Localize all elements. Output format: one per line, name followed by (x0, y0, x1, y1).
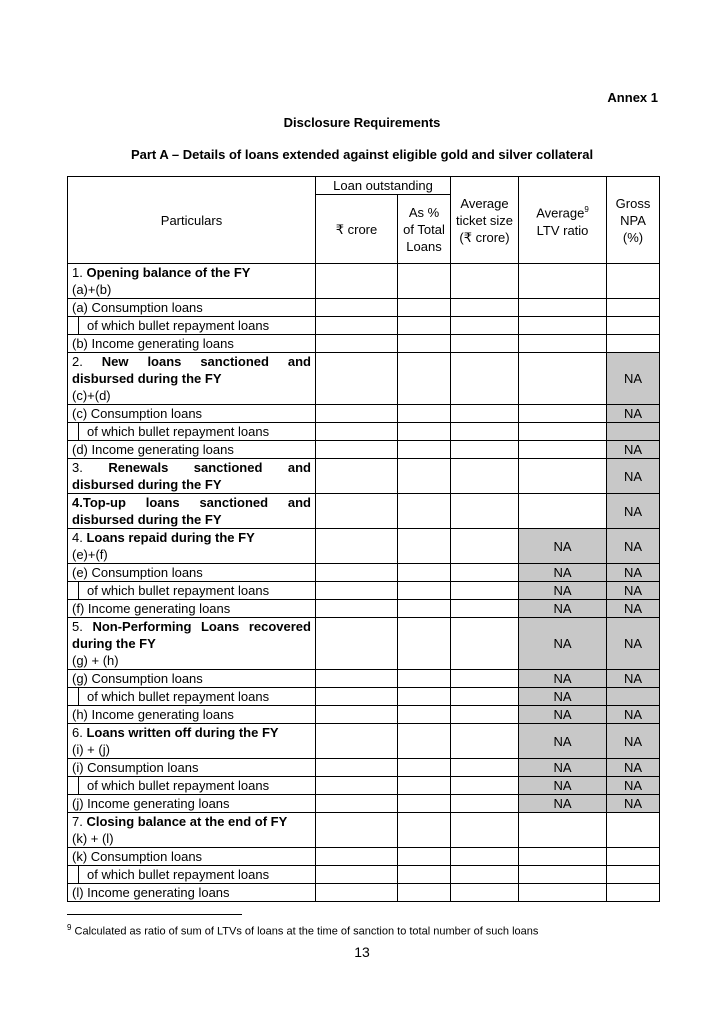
header-loan-outstanding: Loan outstanding (316, 177, 451, 195)
table-cell (316, 866, 398, 884)
table-cell (451, 264, 519, 299)
na-cell: NA (607, 494, 660, 529)
header-gross-npa: Gross NPA (%) (607, 177, 660, 264)
table-cell (398, 618, 451, 670)
table-cell (451, 759, 519, 777)
table-cell (519, 299, 607, 317)
table-cell (398, 884, 451, 902)
table-cell (607, 264, 660, 299)
table-cell (451, 529, 519, 564)
na-cell: NA (607, 795, 660, 813)
table-row (68, 848, 660, 866)
table-cell (451, 777, 519, 795)
table-cell (316, 600, 398, 618)
table-cell (316, 405, 398, 423)
table-cell (398, 777, 451, 795)
header-avg-ticket: Average ticket size (₹ crore) (451, 177, 519, 264)
na-cell: NA (607, 759, 660, 777)
table-cell (316, 706, 398, 724)
table-cell (607, 813, 660, 848)
table-cell (451, 459, 519, 494)
table-cell (607, 317, 660, 335)
table-cell (519, 441, 607, 459)
na-cell: NA (607, 706, 660, 724)
table-cell (316, 884, 398, 902)
table-cell (316, 299, 398, 317)
table-cell (398, 848, 451, 866)
na-cell: NA (519, 795, 607, 813)
table-row (68, 866, 660, 884)
header-row-1 (68, 177, 660, 195)
table-row (68, 618, 660, 670)
table-cell (398, 459, 451, 494)
table-cell (451, 848, 519, 866)
table-cell (451, 600, 519, 618)
table-row (68, 706, 660, 724)
table-cell (607, 866, 660, 884)
table-cell (316, 582, 398, 600)
table-row (68, 353, 660, 405)
table-cell (451, 688, 519, 706)
table-cell: 4.Top-up loans sanctioned and disbursed during the FY (68, 494, 316, 529)
table-cell: 7. Closing balance at the end of FY (k) + (l) (68, 813, 316, 848)
table-row (68, 494, 660, 529)
table-cell (398, 688, 451, 706)
na-cell: NA (607, 618, 660, 670)
na-cell: NA (519, 777, 607, 795)
table-cell (316, 670, 398, 688)
table-cell: 2. New loans sanctioned and disbursed during the FY (c)+(d) (68, 353, 316, 405)
na-cell: NA (519, 564, 607, 582)
table-cell (519, 353, 607, 405)
table-cell: 3. Renewals sanctioned and disbursed during the FY (68, 459, 316, 494)
table-cell (398, 423, 451, 441)
table-row (68, 759, 660, 777)
table-row (68, 813, 660, 848)
table-cell (451, 795, 519, 813)
table-cell (519, 848, 607, 866)
table-cell (398, 529, 451, 564)
table-row (68, 600, 660, 618)
table-cell (316, 423, 398, 441)
table-row (68, 317, 660, 335)
table-cell (398, 353, 451, 405)
table-cell (398, 494, 451, 529)
table-row (68, 459, 660, 494)
table-row (68, 335, 660, 353)
table-cell (398, 564, 451, 582)
table-cell: of which bullet repayment loans (68, 866, 316, 884)
table-cell (451, 884, 519, 902)
table-row (68, 405, 660, 423)
na-cell: NA (607, 564, 660, 582)
table-cell (607, 335, 660, 353)
table-cell (398, 299, 451, 317)
na-cell: NA (519, 706, 607, 724)
table-cell (451, 405, 519, 423)
table-cell (316, 813, 398, 848)
table-cell (316, 564, 398, 582)
na-cell: NA (519, 759, 607, 777)
table-cell: of which bullet repayment loans (68, 777, 316, 795)
table-cell (316, 795, 398, 813)
footnote-divider (67, 914, 242, 915)
table-cell: 1. Opening balance of the FY (a)+(b) (68, 264, 316, 299)
table-cell (519, 459, 607, 494)
table-cell (451, 706, 519, 724)
na-cell: NA (519, 618, 607, 670)
table-cell (316, 759, 398, 777)
table-cell (519, 405, 607, 423)
page-number: 13 (354, 944, 370, 960)
table-cell (451, 564, 519, 582)
table-cell (316, 688, 398, 706)
table-cell: (l) Income generating loans (68, 884, 316, 902)
table-cell (451, 618, 519, 670)
table-cell (451, 423, 519, 441)
table-row (68, 423, 660, 441)
na-cell: NA (519, 670, 607, 688)
header-particulars: Particulars (68, 177, 316, 264)
table-cell: (i) Consumption loans (68, 759, 316, 777)
table-cell: of which bullet repayment loans (68, 423, 316, 441)
na-cell: NA (607, 724, 660, 759)
table-row (68, 795, 660, 813)
header-pct-total: As % of Total Loans (398, 195, 451, 264)
table-cell (451, 299, 519, 317)
table-cell (398, 317, 451, 335)
table-cell: of which bullet repayment loans (68, 317, 316, 335)
header-avg-ltv: Average$^9$ LTV ratio (519, 177, 607, 264)
na-cell: NA (607, 582, 660, 600)
table-cell (398, 441, 451, 459)
table-cell (398, 866, 451, 884)
table-cell: (a) Consumption loans (68, 299, 316, 317)
table-cell (316, 441, 398, 459)
table-cell: (j) Income generating loans (68, 795, 316, 813)
table-cell: (e) Consumption loans (68, 564, 316, 582)
table-cell: of which bullet repayment loans (68, 688, 316, 706)
table-cell: (f) Income generating loans (68, 600, 316, 618)
table-cell (316, 317, 398, 335)
na-cell: NA (519, 724, 607, 759)
table-cell (316, 335, 398, 353)
na-cell: NA (519, 582, 607, 600)
na-cell: NA (607, 529, 660, 564)
disclosure-table (67, 176, 660, 902)
table-cell: (c) Consumption loans (68, 405, 316, 423)
na-cell: NA (607, 459, 660, 494)
table-cell (519, 335, 607, 353)
table-cell (519, 813, 607, 848)
table-cell: (d) Income generating loans (68, 441, 316, 459)
na-cell: NA (607, 777, 660, 795)
table-cell: (k) Consumption loans (68, 848, 316, 866)
table-cell (398, 264, 451, 299)
table-cell: (h) Income generating loans (68, 706, 316, 724)
table-row (68, 777, 660, 795)
na-cell: NA (607, 670, 660, 688)
table-cell (519, 884, 607, 902)
table-cell: 6. Loans written off during the FY (i) + (j) (68, 724, 316, 759)
table-cell (398, 670, 451, 688)
table-cell (451, 317, 519, 335)
table-row (68, 529, 660, 564)
na-cell: NA (607, 441, 660, 459)
table-cell (316, 848, 398, 866)
table-cell (519, 866, 607, 884)
table-cell (451, 494, 519, 529)
table-cell (398, 795, 451, 813)
table-cell (607, 299, 660, 317)
table-cell (398, 706, 451, 724)
table-cell (519, 423, 607, 441)
table-cell (398, 405, 451, 423)
na-cell: NA (519, 688, 607, 706)
table-cell (607, 848, 660, 866)
table-row (68, 688, 660, 706)
table-cell (316, 777, 398, 795)
table-cell (519, 317, 607, 335)
na-cell: NA (519, 529, 607, 564)
table-cell: 5. Non-Performing Loans recovered during the FY (g) + (h) (68, 618, 316, 670)
table-row (68, 441, 660, 459)
na-cell: NA (519, 600, 607, 618)
table-cell (316, 618, 398, 670)
table-cell (316, 529, 398, 564)
table-cell: (g) Consumption loans (68, 670, 316, 688)
table-cell (316, 494, 398, 529)
table-cell (451, 813, 519, 848)
table-cell (451, 335, 519, 353)
table-cell (316, 724, 398, 759)
table-cell (519, 494, 607, 529)
table-cell (398, 813, 451, 848)
table-cell (398, 335, 451, 353)
table-cell (316, 264, 398, 299)
table-cell (451, 724, 519, 759)
table-cell (451, 441, 519, 459)
table-row (68, 582, 660, 600)
table-cell (519, 264, 607, 299)
table-cell (451, 582, 519, 600)
table-row (68, 724, 660, 759)
table-cell (398, 724, 451, 759)
page-title: Disclosure Requirements (283, 115, 441, 130)
page-subtitle: Part A – Details of loans extended against eligible gold and silver collateral (130, 147, 594, 162)
table-cell (607, 688, 660, 706)
na-cell: NA (607, 405, 660, 423)
table-row (68, 299, 660, 317)
table-cell (451, 866, 519, 884)
header-crore: ₹ crore (316, 195, 398, 264)
table-row (68, 670, 660, 688)
table-cell (316, 353, 398, 405)
table-cell (451, 353, 519, 405)
table-row (68, 884, 660, 902)
table-cell (398, 600, 451, 618)
annex-label: Annex 1 (607, 90, 658, 105)
table-cell (451, 670, 519, 688)
table-cell (398, 582, 451, 600)
table-cell: of which bullet repayment loans (68, 582, 316, 600)
table-cell (316, 459, 398, 494)
table-cell: (b) Income generating loans (68, 335, 316, 353)
na-cell: NA (607, 353, 660, 405)
footnote: $^9$ Calculated as ratio of sum of LTVs of loans at the time of sanction to total number of such loans (67, 923, 539, 938)
table-row (68, 264, 660, 299)
table-cell (398, 759, 451, 777)
table-cell (607, 884, 660, 902)
table-cell: 4. Loans repaid during the FY (e)+(f) (68, 529, 316, 564)
table-cell (607, 423, 660, 441)
na-cell: NA (607, 600, 660, 618)
table-row (68, 564, 660, 582)
